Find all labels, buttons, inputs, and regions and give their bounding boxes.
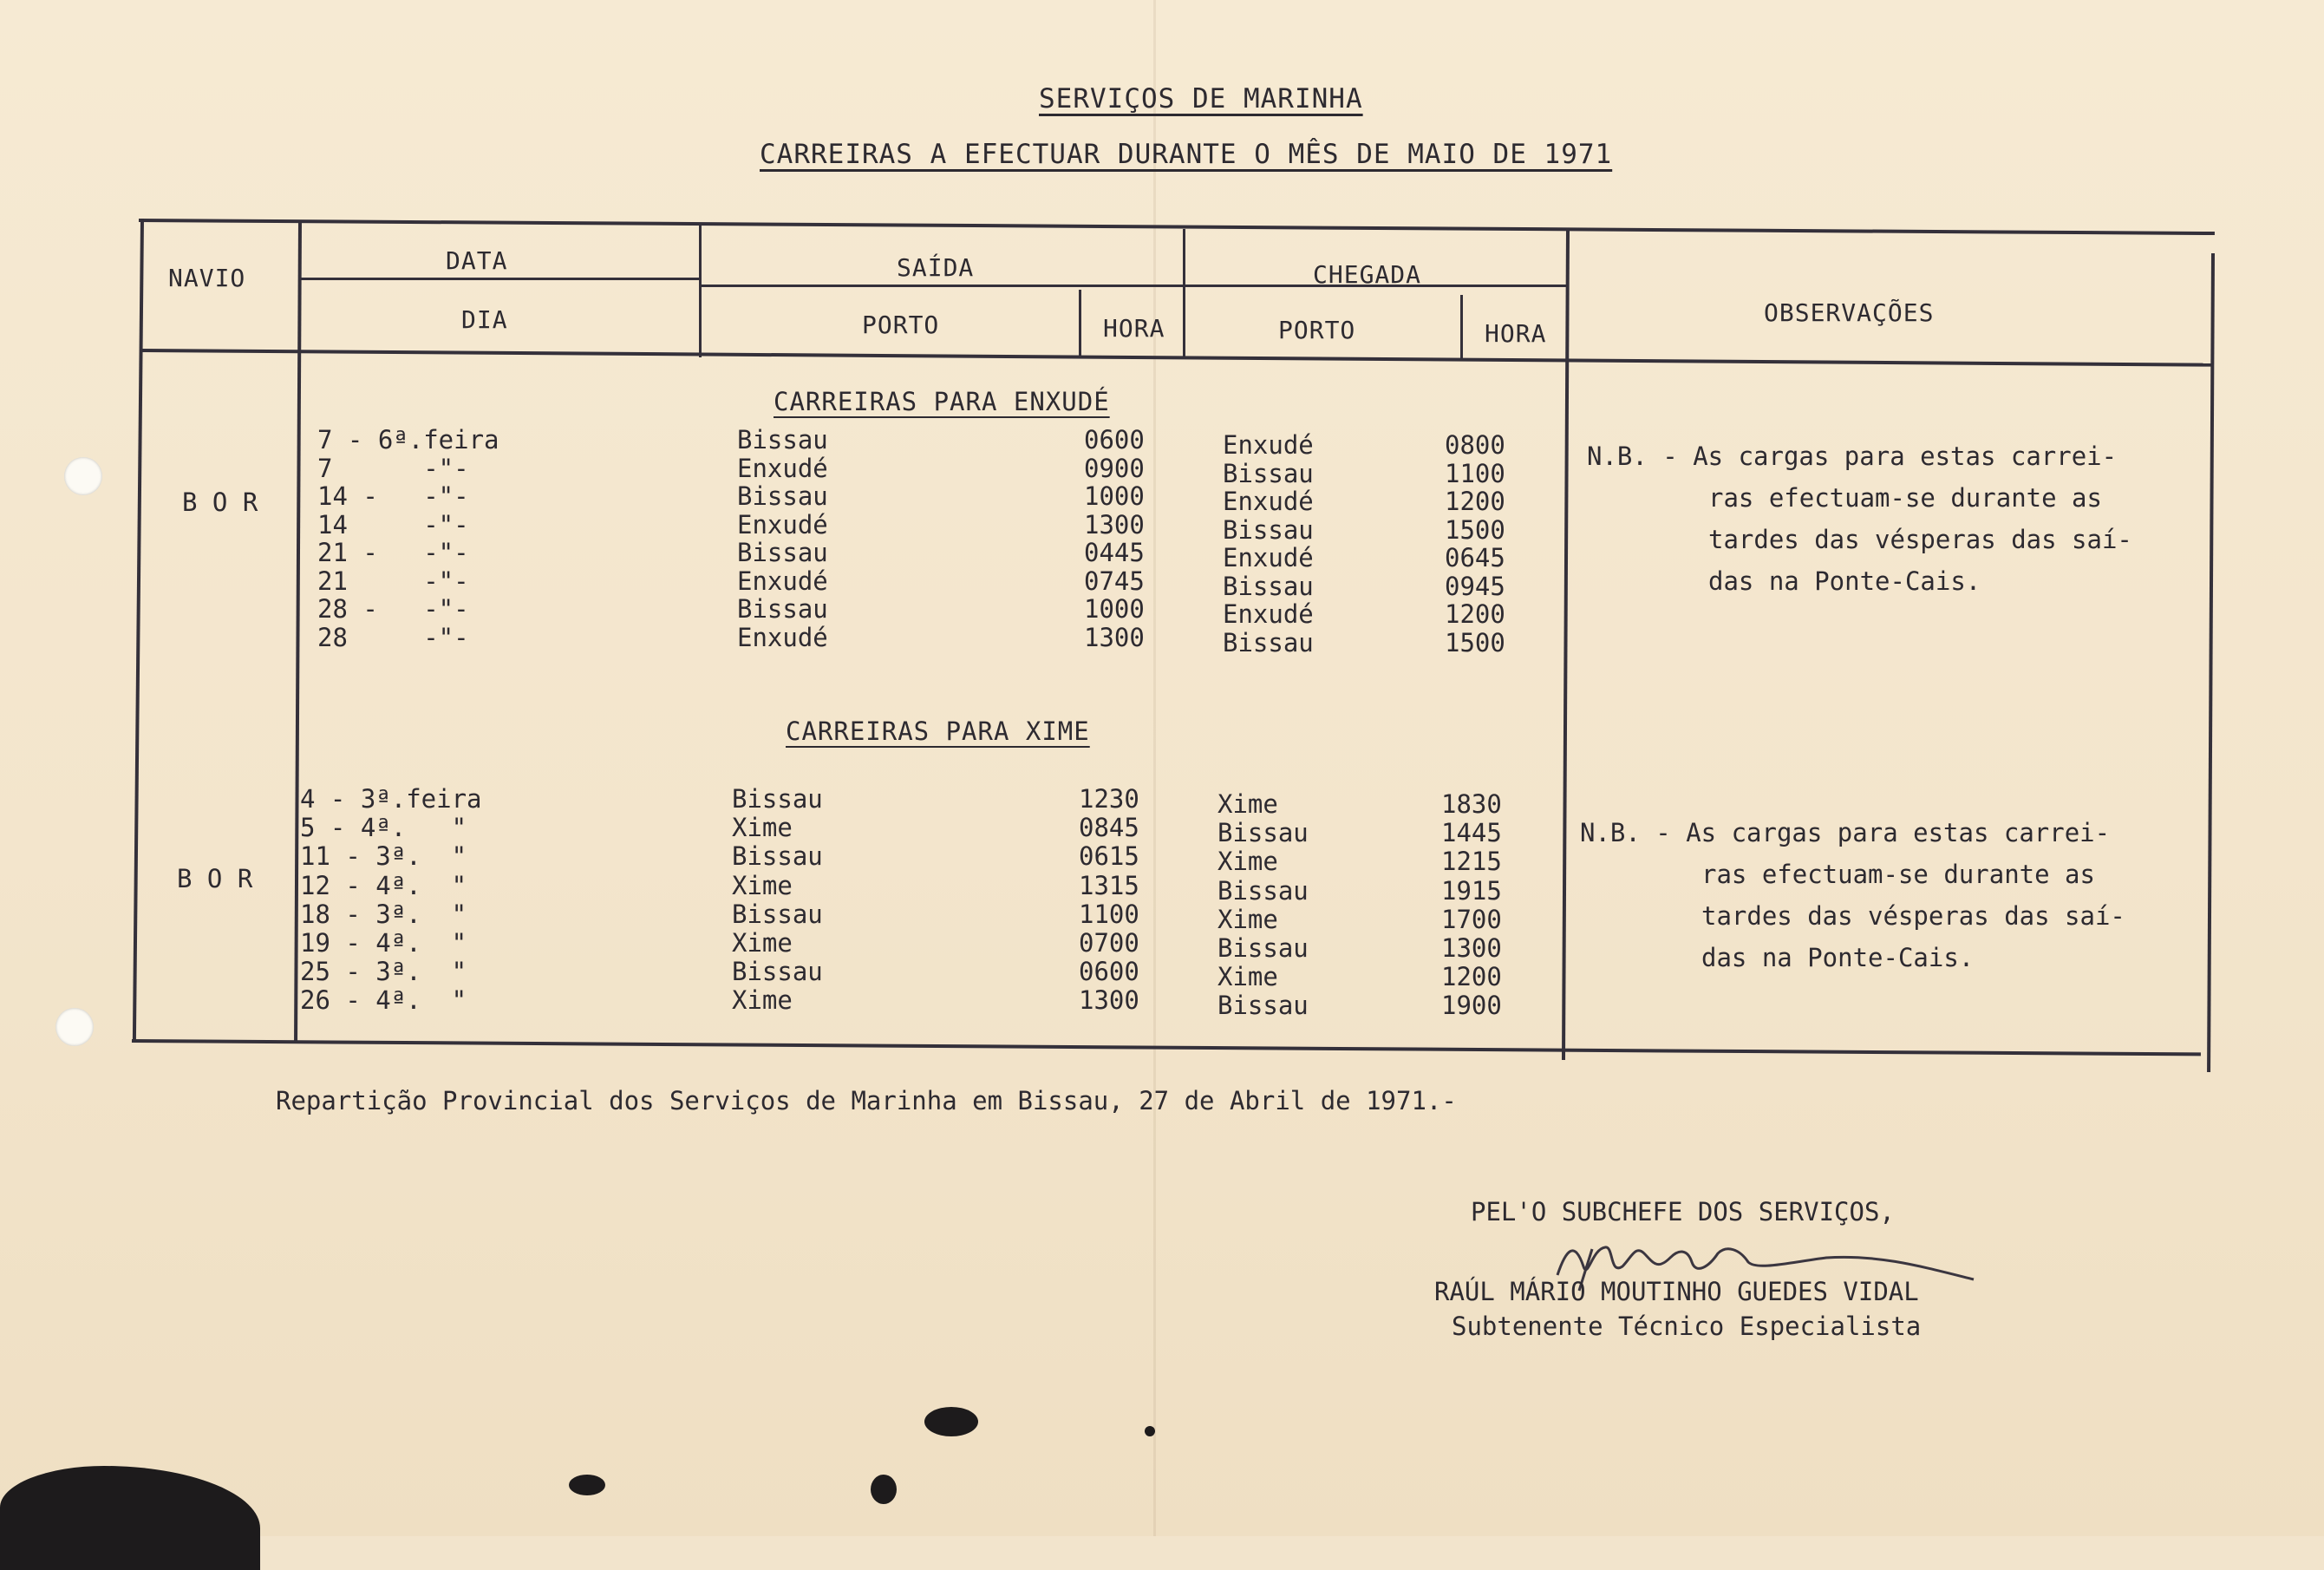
arrival-time-cell: 0645 bbox=[1445, 543, 1505, 572]
header-chegada-porto: PORTO bbox=[1278, 316, 1356, 344]
departure-time-cell: 0600 bbox=[1084, 425, 1145, 455]
arrival-time-cell: 1200 bbox=[1445, 599, 1505, 629]
ship-name: B O R bbox=[177, 864, 253, 893]
departure-time-cell: 0900 bbox=[1084, 453, 1145, 483]
note-line: N.B. - As cargas para estas carrei- bbox=[1580, 818, 2111, 847]
arrival-time-cell: 1215 bbox=[1441, 847, 1502, 877]
header-saida-porto: PORTO bbox=[862, 311, 940, 339]
signer-name: RAÚL MÁRIO MOUTINHO GUEDES VIDAL bbox=[1434, 1277, 1919, 1306]
day-cell: 14 - -"- bbox=[317, 481, 469, 511]
arrival-time-cell: 1700 bbox=[1441, 904, 1502, 934]
day-cell: 11 - 3ª. " bbox=[300, 841, 467, 872]
document-title: SERVIÇOS DE MARINHA bbox=[1039, 83, 1363, 114]
section-title: CARREIRAS PARA ENXUDÉ bbox=[774, 387, 1110, 416]
arrival-port-cell: Bissau bbox=[1223, 514, 1314, 545]
day-cell: 19 - 4ª. " bbox=[300, 928, 467, 958]
arrival-port-cell: Bissau bbox=[1217, 875, 1309, 906]
departure-time-cell: 1230 bbox=[1079, 784, 1139, 814]
arrival-port-cell: Xime bbox=[1217, 789, 1278, 819]
day-cell: 26 - 4ª. " bbox=[300, 985, 467, 1016]
departure-port-cell: Xime bbox=[732, 813, 793, 843]
arrival-port-cell: Enxudé bbox=[1223, 430, 1314, 460]
header-chegada: CHEGADA bbox=[1313, 260, 1422, 289]
departure-time-cell: 1300 bbox=[1084, 509, 1145, 540]
departure-port-cell: Xime bbox=[732, 928, 793, 958]
arrival-port-cell: Xime bbox=[1217, 904, 1278, 934]
header-navio: NAVIO bbox=[168, 264, 246, 292]
day-cell: 21 - -"- bbox=[317, 538, 469, 567]
departure-time-cell: 1315 bbox=[1079, 870, 1139, 900]
arrival-time-cell: 1200 bbox=[1441, 962, 1502, 992]
arrival-port-cell: Bissau bbox=[1217, 818, 1309, 848]
departure-time-cell: 0600 bbox=[1079, 957, 1139, 987]
on-behalf-line: PEL'O SUBCHEFE DOS SERVIÇOS, bbox=[1471, 1197, 1895, 1227]
note-line: ras efectuam-se durante as bbox=[1701, 860, 2095, 889]
departure-time-cell: 0845 bbox=[1079, 813, 1139, 843]
departure-time-cell: 0745 bbox=[1084, 566, 1145, 596]
arrival-port-cell: Bissau bbox=[1223, 627, 1314, 657]
departure-port-cell: Bissau bbox=[732, 957, 823, 987]
ink-stain bbox=[1145, 1426, 1155, 1436]
departure-port-cell: Bissau bbox=[732, 899, 823, 929]
departure-port-cell: Bissau bbox=[737, 538, 828, 567]
departure-port-cell: Enxudé bbox=[737, 453, 828, 483]
ink-stain bbox=[871, 1475, 897, 1504]
departure-port-cell: Bissau bbox=[737, 594, 828, 624]
header-dia: DIA bbox=[461, 305, 508, 334]
day-cell: 12 - 4ª. " bbox=[300, 870, 467, 900]
arrival-time-cell: 1200 bbox=[1445, 487, 1505, 516]
signer-title: Subtenente Técnico Especialista bbox=[1452, 1312, 1922, 1341]
departure-port-cell: Enxudé bbox=[737, 509, 828, 540]
header-data: DATA bbox=[446, 246, 508, 275]
observation-note bbox=[1587, 435, 2132, 602]
header-chegada-hora: HORA bbox=[1485, 319, 1547, 348]
departure-port-cell: Bissau bbox=[737, 425, 828, 455]
departure-time-cell: 1300 bbox=[1079, 985, 1139, 1016]
departure-port-cell: Bissau bbox=[732, 784, 823, 814]
header-observacoes: OBSERVAÇÕES bbox=[1764, 298, 1935, 327]
arrival-port-cell: Enxudé bbox=[1223, 543, 1314, 572]
departure-time-cell: 0615 bbox=[1079, 841, 1139, 872]
day-cell: 18 - 3ª. " bbox=[300, 899, 467, 929]
observation-note bbox=[1580, 812, 2125, 978]
departure-port-cell: Bissau bbox=[732, 841, 823, 872]
departure-time-cell: 1100 bbox=[1079, 899, 1139, 929]
departure-time-cell: 1000 bbox=[1084, 481, 1145, 511]
day-cell: 28 - -"- bbox=[317, 594, 469, 624]
day-cell: 4 - 3ª.feira bbox=[300, 784, 482, 814]
day-cell: 25 - 3ª. " bbox=[300, 957, 467, 987]
note-line: das na Ponte-Cais. bbox=[1708, 566, 1981, 596]
departure-time-cell: 0700 bbox=[1079, 928, 1139, 958]
arrival-port-cell: Xime bbox=[1217, 962, 1278, 992]
departure-time-cell: 0445 bbox=[1084, 538, 1145, 567]
ship-name: B O R bbox=[182, 487, 258, 517]
note-line: N.B. - As cargas para estas carrei- bbox=[1587, 442, 2118, 471]
arrival-time-cell: 0800 bbox=[1445, 430, 1505, 460]
arrival-time-cell: 1500 bbox=[1445, 514, 1505, 545]
arrival-port-cell: Bissau bbox=[1223, 458, 1314, 488]
arrival-time-cell: 1500 bbox=[1445, 627, 1505, 657]
arrival-port-cell: Enxudé bbox=[1223, 599, 1314, 629]
arrival-time-cell: 1445 bbox=[1441, 818, 1502, 848]
day-cell: 21 -"- bbox=[317, 566, 469, 596]
day-cell: 28 -"- bbox=[317, 622, 469, 652]
ink-stain bbox=[0, 1466, 260, 1570]
arrival-time-cell: 1100 bbox=[1445, 458, 1505, 488]
header-saida-hora: HORA bbox=[1103, 314, 1165, 343]
ink-stain bbox=[569, 1475, 605, 1495]
note-line: tardes das vésperas das saí- bbox=[1708, 525, 2132, 554]
note-line: das na Ponte-Cais. bbox=[1701, 943, 1975, 972]
arrival-port-cell: Bissau bbox=[1217, 933, 1309, 963]
arrival-time-cell: 1915 bbox=[1441, 875, 1502, 906]
departure-port-cell: Xime bbox=[732, 985, 793, 1016]
departure-time-cell: 1000 bbox=[1084, 594, 1145, 624]
departure-port-cell: Enxudé bbox=[737, 622, 828, 652]
arrival-time-cell: 1900 bbox=[1441, 991, 1502, 1021]
note-line: ras efectuam-se durante as bbox=[1708, 483, 2102, 513]
arrival-time-cell: 1300 bbox=[1441, 933, 1502, 963]
day-cell: 7 -"- bbox=[317, 453, 469, 483]
arrival-port-cell: Bissau bbox=[1223, 571, 1314, 601]
departure-port-cell: Bissau bbox=[737, 481, 828, 511]
note-line: tardes das vésperas das saí- bbox=[1701, 901, 2125, 931]
section-title: CARREIRAS PARA XIME bbox=[786, 716, 1090, 746]
departure-port-cell: Enxudé bbox=[737, 566, 828, 596]
day-cell: 5 - 4ª. " bbox=[300, 813, 467, 843]
arrival-time-cell: 1830 bbox=[1441, 789, 1502, 819]
header-saida: SAÍDA bbox=[897, 253, 975, 282]
punch-hole bbox=[64, 457, 102, 495]
arrival-port-cell: Xime bbox=[1217, 847, 1278, 877]
arrival-time-cell: 0945 bbox=[1445, 571, 1505, 601]
punch-hole bbox=[55, 1008, 94, 1046]
document-subtitle: CARREIRAS A EFECTUAR DURANTE O MÊS DE MAIO DE 1971 bbox=[760, 139, 1613, 170]
departure-time-cell: 1300 bbox=[1084, 622, 1145, 652]
day-cell: 14 -"- bbox=[317, 509, 469, 540]
ink-stain bbox=[924, 1407, 978, 1436]
arrival-port-cell: Bissau bbox=[1217, 991, 1309, 1021]
day-cell: 7 - 6ª.feira bbox=[317, 425, 499, 455]
paper-fold bbox=[1153, 0, 1156, 1536]
place-date-line: Repartição Provincial dos Serviços de Marinha em Bissau, 27 de Abril de 1971.- bbox=[276, 1086, 1457, 1115]
arrival-port-cell: Enxudé bbox=[1223, 487, 1314, 516]
departure-port-cell: Xime bbox=[732, 870, 793, 900]
